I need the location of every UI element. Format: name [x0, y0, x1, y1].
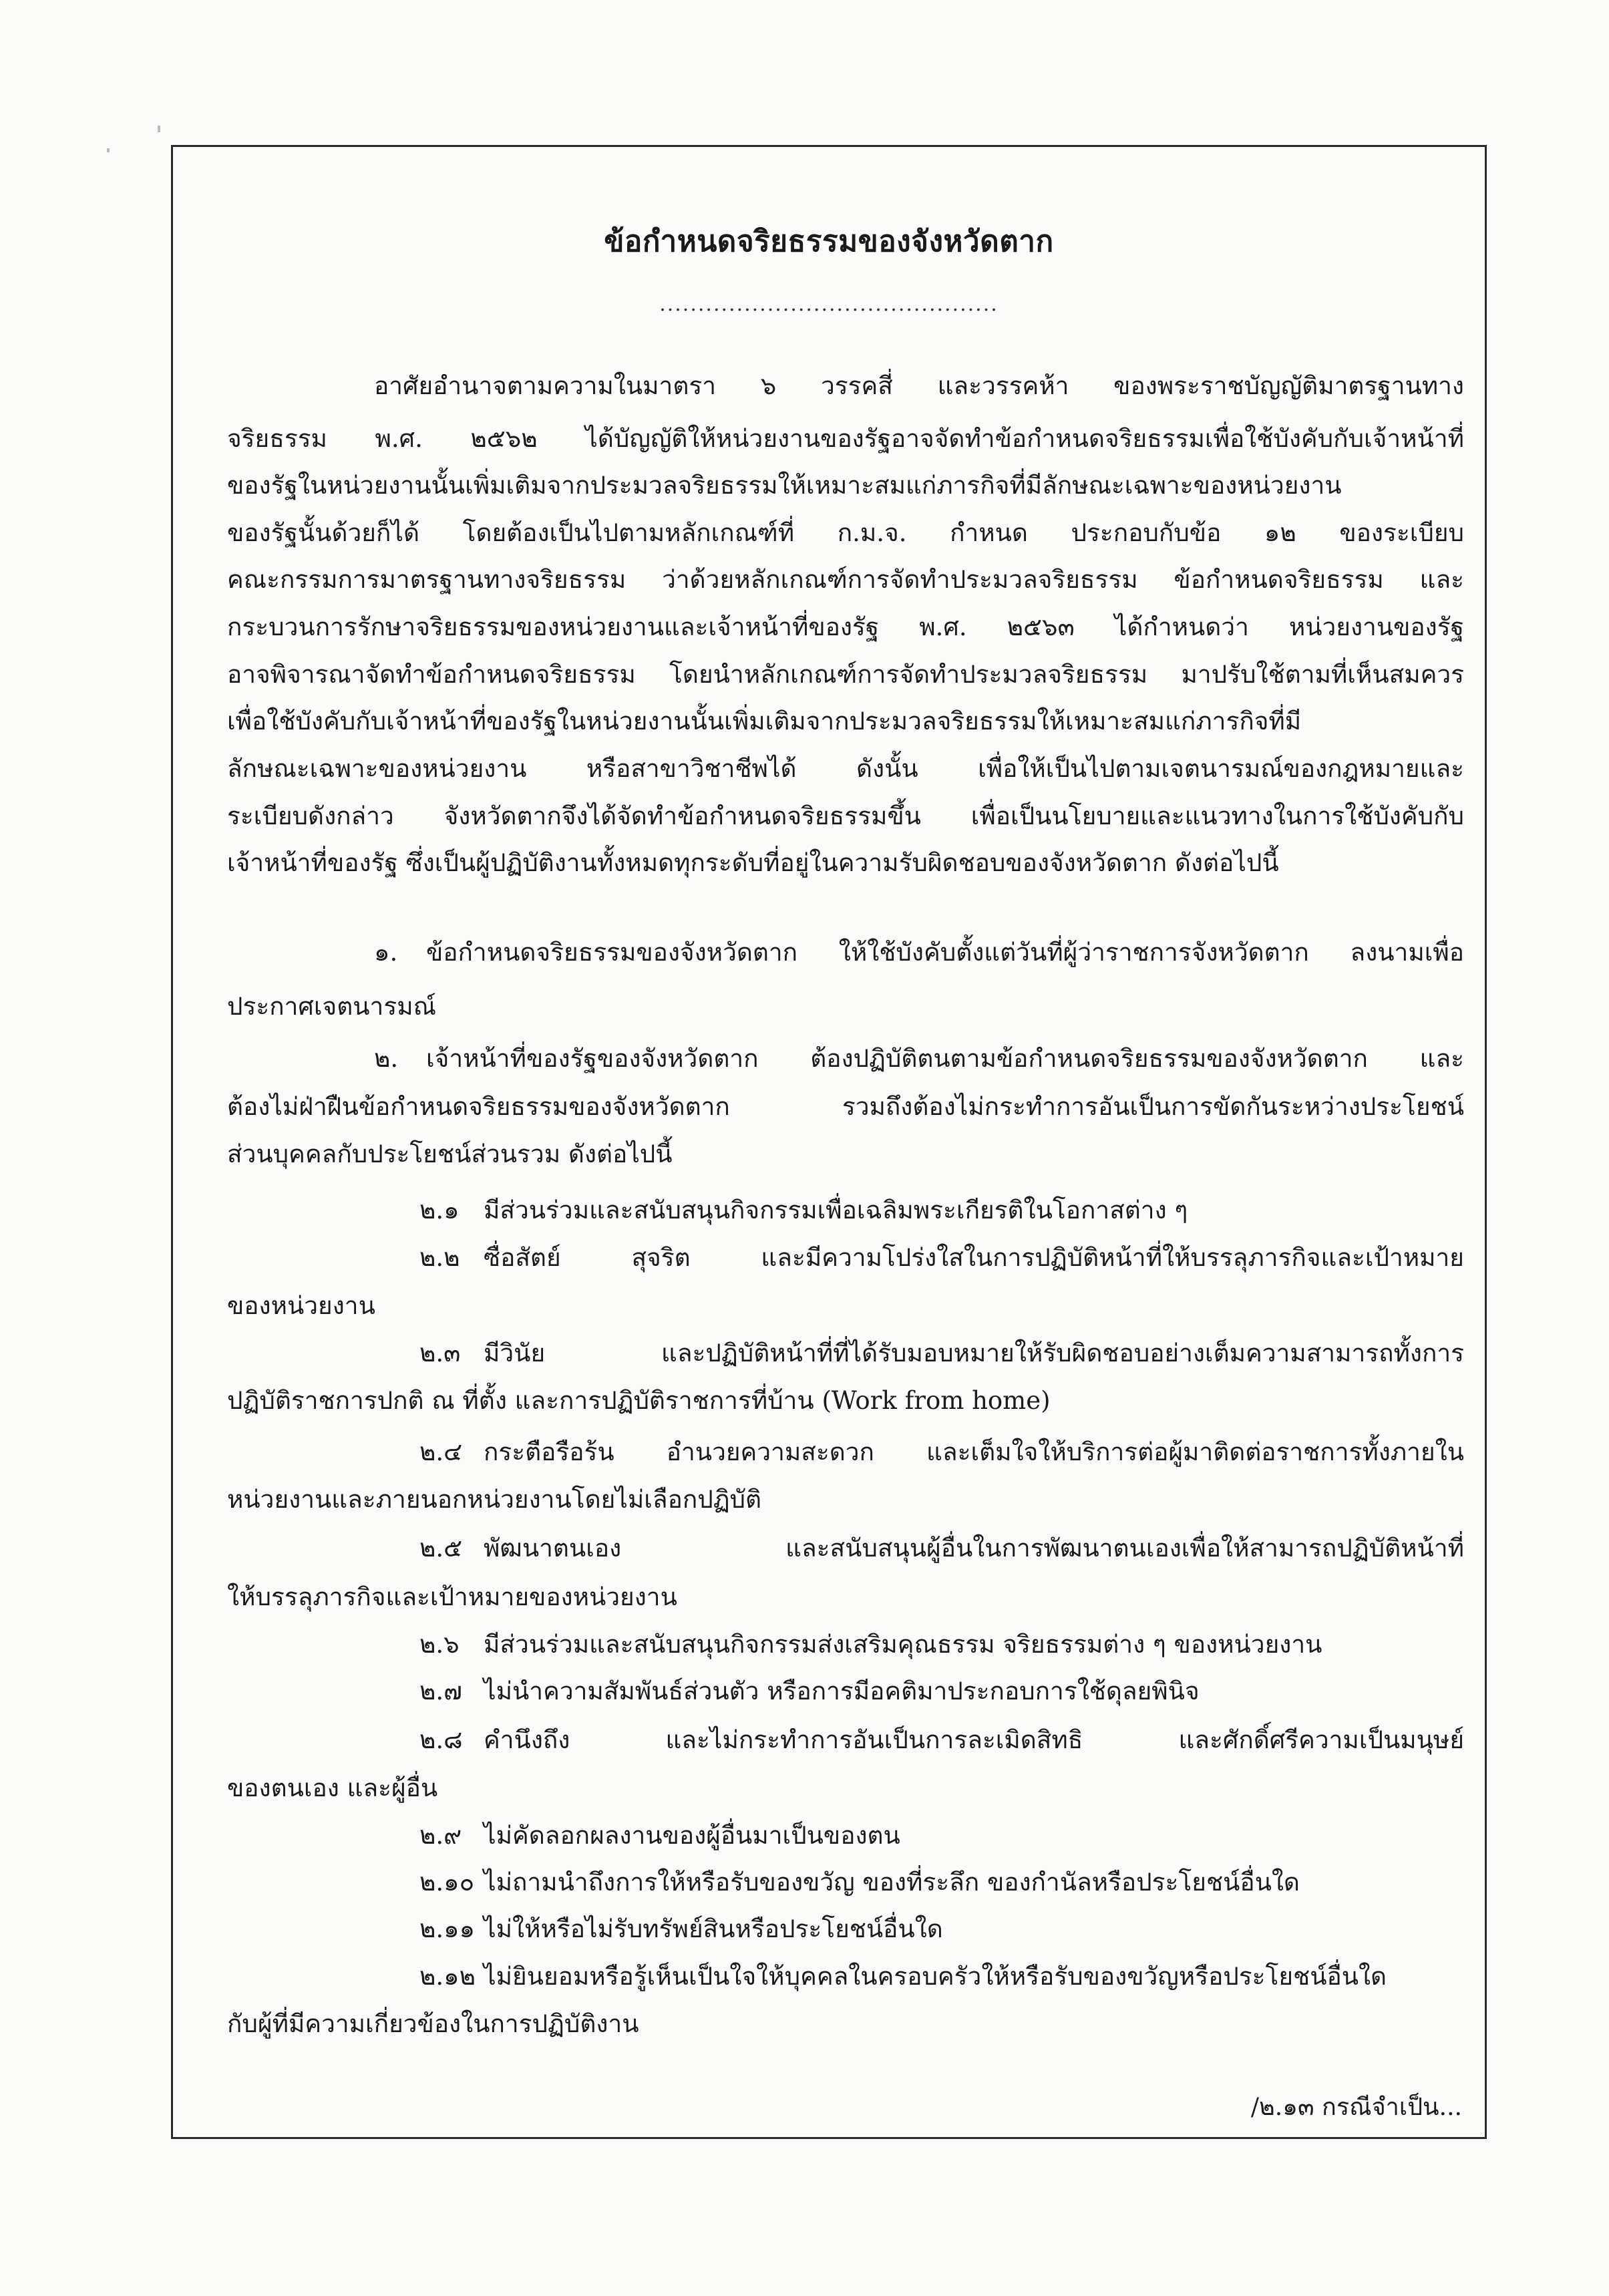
list-item: ๒.๖ มีส่วนร่วมและสนับสนุนกิจกรรมส่งเสริมคุณธรรม จริยธรรมต่าง ๆ ของหน่วยงาน — [419, 1630, 1322, 1659]
list-item-cont: ของตนเอง และผู้อื่น — [227, 1774, 438, 1802]
list-item: ๒.๙ ไม่คัดลอกผลงานของผู้อื่นมาเป็นของตน — [419, 1821, 900, 1850]
list-item: ๒.๓ มีวินัย และปฏิบัติหน้าที่ที่ได้รับมอบหมายให้รับผิดชอบอย่างเต็มความสามารถทั้งการ — [419, 1339, 1464, 1367]
preamble-line: ของรัฐในหน่วยงานนั้นเพิ่มเติมจากประมวลจริยธรรมให้เหมาะสมแก่ภารกิจที่มีลักษณะเฉพาะของหน่วยงาน — [227, 471, 1342, 500]
clause-1 — [374, 933, 1464, 973]
clause-2-cont: ส่วนบุคคลกับประโยชน์ส่วนรวม ดังต่อไปนี้ — [227, 1140, 673, 1168]
page-continuation: /๒.๑๓ กรณีจำเป็น... — [1250, 2094, 1462, 2121]
list-item-cont: ปฏิบัติราชการปกติ ณ ที่ตั้ง และการปฏิบัติราชการที่บ้าน (Work from home) — [227, 1386, 1051, 1415]
list-item-cont: หน่วยงานและภายนอกหน่วยงานโดยไม่เลือกปฏิบัติ — [227, 1485, 762, 1514]
list-item: ๒.๔ กระตือรือร้น อำนวยความสะดวก และเต็มใจให้บริการต่อผู้มาติดต่อราชการทั้งภายใน — [419, 1438, 1464, 1466]
preamble-line: คณะกรรมการมาตรฐานทางจริยธรรม ว่าด้วยหลักเกณฑ์การจัดทำประมวลจริยธรรม ข้อกำหนดจริยธรรม และ — [227, 565, 1464, 594]
list-item-cont: ของหน่วยงาน — [227, 1291, 375, 1320]
clause-text: เจ้าหน้าที่ของรัฐของจังหวัดตาก ต้องปฏิบัติตนตามข้อกำหนดจริยธรรมของจังหวัดตาก และ — [426, 1044, 1464, 1073]
list-item: ๒.๕ พัฒนาตนเอง และสนับสนุนผู้อื่นในการพัฒนาตนเองเพื่อให้สามารถปฏิบัติหน้าที่ — [419, 1534, 1464, 1563]
preamble-line: อาจพิจารณาจัดทำข้อกำหนดจริยธรรม โดยนำหลักเกณฑ์การจัดทำประมวลจริยธรรม มาปรับใช้ตามที่เห็นสมควร — [227, 660, 1464, 689]
list-item: ๒.๑ มีส่วนร่วมและสนับสนุนกิจกรรมเพื่อเฉลิมพระเกียรติในโอกาสต่าง ๆ — [419, 1196, 1188, 1224]
preamble-line: จริยธรรม พ.ศ. ๒๕๖๒ ได้บัญญัติให้หน่วยงานของรัฐอาจจัดทำข้อกำหนดจริยธรรมเพื่อใช้บังคับกับเจ้าหน้าที่ — [227, 424, 1464, 453]
clause-number: ๑. — [374, 938, 398, 967]
clause-text: ข้อกำหนดจริยธรรมของจังหวัดตาก ให้ใช้บังคับตั้งแต่วันที่ผู้ว่าราชการจังหวัดตาก ลงนามเพื่อ — [426, 938, 1464, 967]
page-title: ข้อกำหนดจริยธรรมของจังหวัดตาก — [604, 224, 1054, 259]
list-item-cont: กับผู้ที่มีความเกี่ยวข้องในการปฏิบัติงาน — [227, 2009, 639, 2038]
title-separator: ............................................ — [659, 293, 999, 316]
clause-number: ๒. — [374, 1044, 399, 1073]
list-item: ๒.๘ คำนึงถึง และไม่กระทำการอันเป็นการละเมิดสิทธิ และศักดิ์ศรีความเป็นมนุษย์ — [419, 1726, 1464, 1754]
list-item-cont: ให้บรรลุภารกิจและเป้าหมายของหน่วยงาน — [227, 1583, 677, 1611]
list-item: ๒.๑๑ ไม่ให้หรือไม่รับทรัพย์สินหรือประโยชน์อื่นใด — [419, 1915, 943, 1943]
scan-speck — [107, 148, 110, 152]
list-item: ๒.๑๒ ไม่ยินยอมหรือรู้เห็นเป็นใจให้บุคคลในครอบครัวให้หรือรับของขวัญหรือประโยชน์อื่นใด — [419, 1962, 1387, 1991]
preamble-line: กระบวนการรักษาจริยธรรมของหน่วยงานและเจ้าหน้าที่ของรัฐ พ.ศ. ๒๕๖๓ ได้กำหนดว่า หน่วยงานของรัฐ — [227, 613, 1464, 641]
list-item: ๒.๑๐ ไม่ถามนำถึงการให้หรือรับของขวัญ ของที่ระลึก ของกำนัลหรือประโยชน์อื่นใด — [419, 1868, 1300, 1897]
preamble-line: ระเบียบดังกล่าว จังหวัดตากจึงได้จัดทำข้อกำหนดจริยธรรมขึ้น เพื่อเป็นนโยบายและแนวทางในการใช้บังคับกับ — [227, 802, 1464, 830]
preamble-line: เพื่อใช้บังคับกับเจ้าหน้าที่ของรัฐในหน่วยงานนั้นเพิ่มเติมจากประมวลจริยธรรมให้เหมาะสมแก่ภารกิจที่มี — [227, 707, 1302, 735]
clause-1-cont: ประกาศเจตนารมณ์ — [227, 992, 436, 1021]
clause-2-cont: ต้องไม่ฝ่าฝืนข้อกำหนดจริยธรรมของจังหวัดตาก รวมถึงต้องไม่กระทำการอันเป็นการขัดกันระหว่างประโยชน์ — [227, 1092, 1464, 1121]
preamble-line: ของรัฐนั้นด้วยก็ได้ โดยต้องเป็นไปตามหลักเกณฑ์ที่ ก.ม.จ. กำหนด ประกอบกับข้อ ๑๒ ของระเบียบ — [227, 518, 1464, 547]
list-item: ๒.๗ ไม่นำความสัมพันธ์ส่วนตัว หรือการมีอคติมาประกอบการใช้ดุลยพินิจ — [419, 1677, 1200, 1705]
scan-speck — [158, 126, 160, 132]
clause-2 — [374, 1039, 1464, 1079]
list-item: ๒.๒ ซื่อสัตย์ สุจริต และมีความโปร่งใสในการปฏิบัติหน้าที่ให้บรรลุภารกิจและเป้าหมาย — [419, 1243, 1464, 1272]
preamble-line: อาศัยอำนาจตามความในมาตรา ๖ วรรคสี่ และวรรคห้า ของพระราชบัญญัติมาตรฐานทาง — [374, 371, 1464, 400]
preamble-line: ลักษณะเฉพาะของหน่วยงาน หรือสาขาวิชาชีพได้ ดังนั้น เพื่อให้เป็นไปตามเจตนารมณ์ของกฎหมายและ — [227, 754, 1464, 783]
preamble-line: เจ้าหน้าที่ของรัฐ ซึ่งเป็นผู้ปฏิบัติงานทั้งหมดทุกระดับที่อยู่ในความรับผิดชอบของจังหวัดตาก ดังต่อไปนี้ — [227, 848, 1279, 877]
